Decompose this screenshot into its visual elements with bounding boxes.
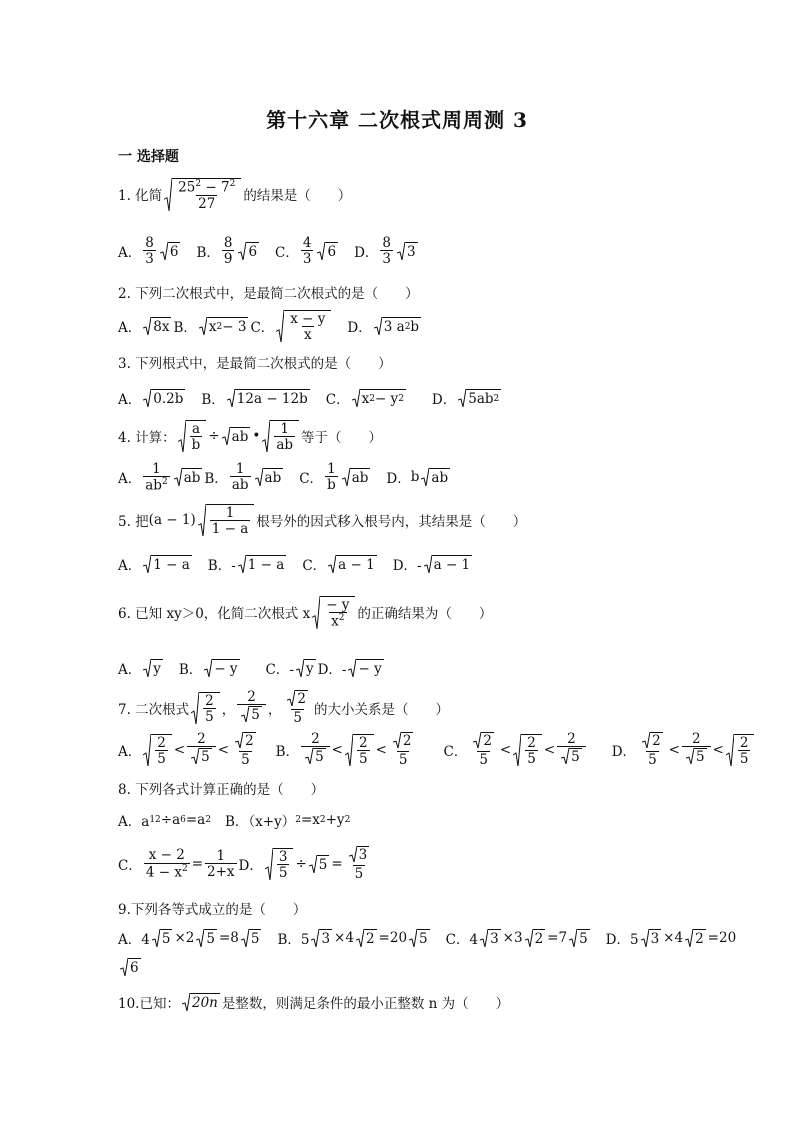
q2-options: A． 8x B． x 2 − 3 C． $\frac{x - y}{x}$ D． 3 a 2 b (118, 311, 420, 344)
question-4: 4. 计算： $\frac{a}{b}$ ÷ ab • $\frac{1}{ab}$ 等于（ ） (118, 421, 383, 454)
q1-option-c: C． $\frac{4}{3}$ 6 (275, 235, 337, 268)
q9-options: A．4 5 ×2 5 =8 5 B．5 3 ×4 2 =20 5 C．4 3 ×3 2 =7 5 D．5 3 ×4 2 =20 (118, 930, 737, 948)
q3-options: A． 0.2b B． 12a − 12b C． x 2 − y 2 D． 5ab 2 (118, 391, 500, 408)
q8-options-ab: A．a 12 ÷a 6 =a 2 B．（x+y） 2 =x 2 +y 2 (118, 812, 351, 830)
question-3: 3. 下列根式中，是最简二次根式的是（ ） (118, 356, 392, 372)
section-heading: 一 选择题 (118, 149, 179, 165)
question-10: 10.已知： 20n 是整数，则满足条件的最小正整数 n 为（ ） (118, 995, 510, 1012)
q1-options (118, 236, 420, 266)
q1-option-b: B． $\frac{8}{9}$ 6 (196, 235, 258, 268)
q5-options: A． 1 − a B．- 1 − a C． a − 1 D．- a − 1 (118, 557, 471, 574)
q1-suffix: 的结果是（ ） (243, 188, 352, 205)
question-1 (118, 178, 351, 211)
q7-options: A． $\frac{2}{5}$ < $\frac{2}{5}$ < $\frac{2}{5}$ B． $\frac{2}{5}$ < $\frac{2}{5}$ < $\frac{2}{5}$ C． $\frac{2}{5}$ < $\frac{2}{5}$ < $\frac{2}{5}$ D． $\frac{2}{5}$ < $\frac{2}{5}$ < $\frac{2}{5}$ (118, 732, 756, 768)
question-6: 6. 已知 xy＞0，化简二次根式 x $\frac{- y}{x^2}$ 的正确结果为（ ） (118, 597, 493, 630)
q1-radical: $\frac{25^2 - 7^2}{27}$ (164, 178, 241, 211)
question-8: 8. 下列各式计算正确的是（ ） (118, 782, 325, 798)
q4-options: A． $\frac{1}{ab^2}$ ab B． $\frac{1}{ab}$ ab C． $\frac{1}{b}$ ab D． b ab (118, 461, 449, 494)
q9-option-d-wrap: 6 (118, 958, 143, 976)
page-title: 第十六章 二次根式周周测 3 (266, 108, 528, 132)
q6-options: A． y B． − y C．- y D．- − y (118, 661, 382, 678)
question-9: 9.下列各等式成立的是（ ） (118, 902, 307, 918)
question-7: 7. 二次根式 $\frac{2}{5}$ ， $\frac{2}{5}$ ， $\frac{2}{5}$ 的大小关系是（ ） (118, 689, 449, 727)
q1-prefix: 1. 化简 (118, 188, 163, 205)
question-5: 5. 把 (a − 1) $\frac{1}{1 - a}$ 根号外的因式移入根号内，其结果是（ ） (118, 505, 527, 538)
q1-option-d: D． $\frac{8}{3}$ 3 (354, 235, 416, 268)
q8-options-cd: C． $\frac{x - 2}{4 - x^2}$ = $\frac{1}{2+x}$ D． $\frac{3}{5}$ ÷ 5 = $\frac{3}{5}$ (118, 847, 368, 883)
q1-option-a: A． $\frac{8}{3}$ 6 (118, 235, 179, 268)
question-2: 2. 下列二次根式中，是最简二次根式的是（ ） (118, 286, 419, 302)
